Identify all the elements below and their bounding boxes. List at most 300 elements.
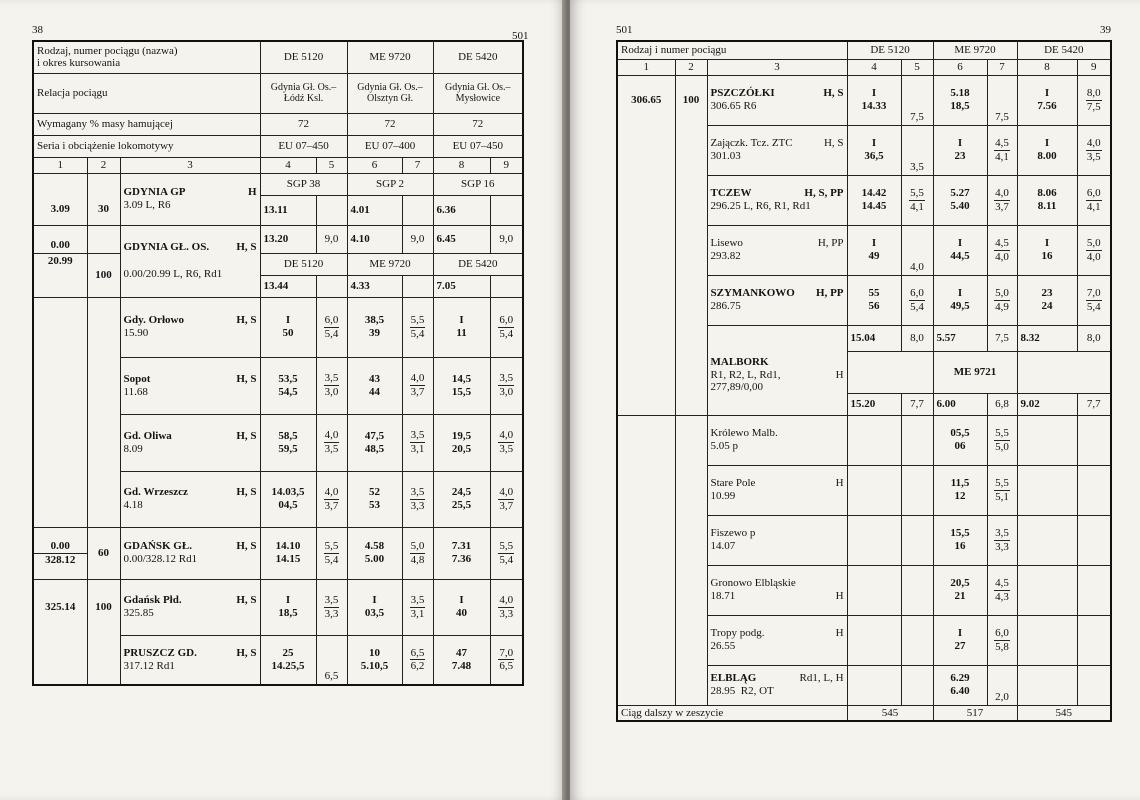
- station-cell: [707, 125, 847, 175]
- run-time: 6,5: [410, 646, 425, 659]
- station-cell: [707, 465, 847, 515]
- run-time: 4,0: [499, 429, 514, 442]
- time-value: 53,5: [278, 372, 298, 385]
- run-time: 4,3: [995, 590, 1009, 603]
- run-time: 4,5: [995, 136, 1009, 149]
- station-marks: H, S: [823, 87, 844, 100]
- time-value: 5.27: [950, 187, 970, 200]
- column-number: 4: [847, 59, 901, 75]
- timetable-row: [617, 225, 1111, 275]
- time-value: I: [957, 627, 963, 640]
- time-value: 59,5: [278, 442, 298, 455]
- brake-value: 72: [433, 113, 523, 135]
- station-marks: H, S: [236, 372, 257, 385]
- column-number-row: [33, 157, 523, 173]
- run-time: 2,0: [987, 665, 1017, 705]
- run-time: 4,0: [1086, 136, 1101, 149]
- run-time: 7,5: [901, 75, 933, 125]
- run-time: 6,0: [1086, 186, 1101, 199]
- timetable-row: [617, 665, 1111, 705]
- station-tracks: R2, OT: [740, 685, 774, 697]
- station-marks: H, S, PP: [804, 187, 844, 200]
- time-value: 55: [868, 287, 880, 300]
- column-number-row: [617, 59, 1111, 75]
- time-value: 18,5: [278, 607, 298, 619]
- time-value: 39: [369, 327, 381, 339]
- run-time: 3,3: [410, 499, 425, 512]
- station-name: GDYNIA GŁ. OS.: [123, 241, 210, 254]
- time-value: 06: [954, 440, 966, 452]
- train-number: ME 9721: [933, 351, 1017, 393]
- column-number: 2: [87, 157, 120, 173]
- right-page: [570, 0, 1140, 800]
- run-time: 4,1: [910, 200, 924, 213]
- run-time: 6,0: [499, 313, 514, 326]
- station-km: 317.12 Rd1: [123, 659, 175, 672]
- station-name: ELBLĄG: [710, 672, 757, 685]
- time-value: 12: [954, 490, 966, 502]
- timetable-row: [617, 465, 1111, 515]
- station-elblag: [707, 665, 847, 705]
- km-value: 0.00: [34, 540, 87, 554]
- time-value: 21: [954, 590, 966, 602]
- station-name: Gdy. Orłowo: [123, 314, 185, 327]
- timetable-right: [616, 40, 1112, 722]
- run-time: 3,5: [499, 443, 514, 455]
- time-value: 7.56: [1037, 100, 1057, 112]
- header-label-relation: Relacja pociągu: [33, 73, 260, 113]
- station-km: 8.09: [123, 442, 143, 455]
- train-number: DE 5120: [260, 253, 347, 275]
- run-time: 3,3: [995, 540, 1009, 553]
- run-time: 3,7: [410, 386, 425, 398]
- station-cell: [120, 297, 260, 357]
- run-time: 3,5: [410, 485, 425, 498]
- station-marks: H, S: [823, 137, 844, 150]
- run-time: 4,1: [1086, 200, 1101, 213]
- station-marks: H, PP: [816, 287, 844, 300]
- time-value: 49,5: [950, 300, 970, 312]
- run-time: 5,0: [995, 440, 1009, 453]
- run-time: 3,5: [499, 372, 514, 385]
- station-name: Gronowo Elbląskie: [710, 577, 796, 590]
- relation-line: Mysłowice: [455, 93, 501, 104]
- timetable-row: [33, 579, 523, 635]
- station-km: 277,89/0,00: [710, 381, 764, 394]
- timetable-row: [33, 225, 523, 253]
- time-value: 24,5: [451, 486, 472, 499]
- time-value: 44: [369, 385, 381, 398]
- run-time: 4,8: [410, 553, 425, 566]
- km-value: 325.14: [33, 579, 87, 635]
- time-value: I: [871, 137, 877, 150]
- run-time: 7,5: [987, 325, 1017, 351]
- station-cell: [120, 414, 260, 471]
- sgp-label: SGP 2: [347, 173, 433, 195]
- time-value: 5.57: [933, 325, 987, 351]
- run-time: 5,5: [995, 476, 1009, 489]
- stray-page-number: 501: [512, 30, 529, 42]
- station-marks: H: [247, 186, 257, 199]
- station-km: 301.03: [710, 150, 741, 162]
- time-value: 4.01: [347, 195, 402, 225]
- time-value: 43: [369, 372, 381, 385]
- station-cell: [707, 415, 847, 465]
- column-number: 3: [120, 157, 260, 173]
- run-time: 6,8: [987, 393, 1017, 415]
- time-value: 10: [369, 647, 381, 660]
- header-row-relation: [33, 73, 523, 113]
- time-value: 14.03,5: [271, 486, 305, 499]
- header-row-train: [33, 41, 523, 73]
- station-cell: [707, 175, 847, 225]
- run-time: 3,3: [499, 607, 514, 620]
- time-value: 44,5: [950, 250, 970, 262]
- time-value: 13.11: [260, 195, 316, 225]
- station-gdynia-gp: [120, 173, 260, 225]
- time-value: 58,5: [278, 429, 298, 442]
- run-time: 7,0: [1086, 286, 1101, 299]
- train-number: ME 9720: [347, 41, 433, 73]
- timetable-row: [617, 275, 1111, 325]
- column-number: 6: [347, 157, 402, 173]
- run-time: 5,8: [995, 640, 1009, 653]
- run-time: 5,0: [1086, 236, 1101, 249]
- run-time: 4,0: [995, 186, 1009, 199]
- column-number: 3: [707, 59, 847, 75]
- train-number: DE 5120: [847, 41, 933, 59]
- column-number: 8: [433, 157, 490, 173]
- timetable-row: [617, 565, 1111, 615]
- footer-row: [617, 705, 1111, 721]
- header-label-train: Rodzaj i numer pociągu: [617, 41, 847, 59]
- station-km: 10.99: [710, 490, 736, 502]
- station-name: PSZCZÓŁKI: [710, 87, 775, 100]
- station-cell: [120, 471, 260, 527]
- station-cell: [707, 275, 847, 325]
- run-time: 3,1: [410, 607, 425, 620]
- station-marks: H: [835, 477, 844, 490]
- run-time: 5,4: [910, 300, 924, 313]
- station-marks: H: [835, 627, 844, 640]
- run-time: 7,0: [499, 646, 514, 659]
- header-label-loco: Seria i obciążenie lokomotywy: [33, 135, 260, 157]
- time-value: 7.36: [451, 553, 472, 565]
- time-value: 52: [369, 486, 381, 499]
- timetable-row: [617, 515, 1111, 565]
- train-number: ME 9720: [933, 41, 1017, 59]
- run-time: 4,0: [995, 250, 1009, 263]
- run-time: 4,0: [1086, 250, 1101, 263]
- time-value: 16: [1041, 250, 1053, 262]
- time-value: 14.42: [861, 187, 887, 200]
- time-value: 36,5: [864, 150, 884, 162]
- station-name: Królewo Malb.: [710, 427, 778, 440]
- run-time: 4,0: [499, 593, 514, 606]
- left-page: [0, 0, 566, 800]
- run-time: 9,0: [316, 225, 347, 253]
- column-number: 4: [260, 157, 316, 173]
- run-time: 5,4: [1086, 300, 1101, 313]
- train-number: DE 5120: [260, 41, 347, 73]
- time-value: 56: [868, 300, 880, 312]
- time-value: 20,5: [451, 442, 472, 455]
- run-time: 5,4: [324, 553, 339, 566]
- column-number: 2: [675, 59, 707, 75]
- run-time: 4,5: [995, 576, 1009, 589]
- station-marks: Rd1, L, H: [799, 672, 844, 685]
- timetable-row: [617, 75, 1111, 125]
- time-value: I: [459, 314, 464, 327]
- column-number: 7: [402, 157, 433, 173]
- time-value: 6.40: [950, 685, 970, 697]
- time-value: I: [285, 314, 291, 327]
- speed-value: 100: [87, 579, 120, 635]
- station-tracks: R1, R2, L, Rd1,: [710, 368, 781, 381]
- time-value: 14.45: [861, 200, 887, 212]
- station-cell: [707, 75, 847, 125]
- run-time: 3,5: [324, 372, 339, 385]
- station-name: Tropy podg.: [710, 627, 765, 640]
- run-time: 4,9: [995, 300, 1009, 313]
- time-value: 04,5: [278, 499, 298, 511]
- train-number: ME 9720: [347, 253, 433, 275]
- time-value: 53: [369, 499, 381, 511]
- run-time: 6,2: [410, 660, 425, 673]
- column-number: 5: [901, 59, 933, 75]
- relation-line: Łódź Ksl.: [283, 93, 324, 104]
- loco-value: EU 07–400: [347, 135, 433, 157]
- column-number: 8: [1017, 59, 1077, 75]
- station-marks: H, S: [236, 647, 257, 660]
- time-value: 15,5: [950, 527, 970, 540]
- time-value: 7.31: [451, 540, 472, 553]
- run-time: 5,5: [995, 426, 1009, 439]
- station-marks: H, PP: [817, 237, 844, 250]
- station-name: Zajączk. Tcz. ZTC: [710, 137, 793, 150]
- time-value: 4.33: [347, 275, 402, 297]
- timetable-row: [33, 635, 523, 685]
- run-time: 5,1: [995, 490, 1009, 503]
- relation-line: Gdynia Gł. Os.–: [270, 81, 337, 93]
- run-time: 3,5: [410, 593, 425, 606]
- station-gdynia-gl-os: [120, 225, 260, 297]
- run-time: 3,7: [499, 499, 514, 512]
- run-time: 3,5: [324, 443, 339, 455]
- station-name: TCZEW: [710, 187, 752, 200]
- station-km: 0.00/20.99 L, R6, Rd1: [123, 268, 223, 280]
- speed-value: 100: [87, 253, 120, 297]
- relation-line: Gdynia Gł. Os.–: [357, 81, 423, 93]
- station-name: Gd. Wrzeszcz: [123, 486, 188, 499]
- column-number: 1: [617, 59, 675, 75]
- station-name: SZYMANKOWO: [710, 287, 795, 300]
- sgp-label: SGP 38: [260, 173, 347, 195]
- time-value: I: [285, 594, 291, 607]
- station-marks: H, S: [236, 594, 257, 607]
- continuation-value: 517: [933, 705, 1017, 721]
- time-value: 47,5: [364, 429, 385, 442]
- time-value: 9.02: [1017, 393, 1077, 415]
- time-value: 6.36: [433, 195, 490, 225]
- page-number-left: 38: [32, 24, 43, 36]
- time-value: I: [1044, 87, 1050, 100]
- timetable-row: [617, 325, 1111, 351]
- time-value: 23: [1041, 287, 1053, 300]
- run-time: 4,0: [324, 485, 339, 498]
- timetable-row: [33, 357, 523, 414]
- continuation-label: Ciąg dalszy w zeszycie: [617, 705, 847, 721]
- station-name: Gd. Oliwa: [123, 429, 172, 442]
- run-time: 7,7: [1077, 393, 1111, 415]
- time-value: 7.48: [451, 659, 472, 672]
- station-km: 26.55: [710, 640, 736, 652]
- time-value: 13.20: [260, 225, 316, 253]
- run-time: 3,5: [995, 526, 1009, 539]
- station-cell: [707, 515, 847, 565]
- brake-value: 72: [260, 113, 347, 135]
- time-value: 16: [954, 540, 966, 552]
- header-row-brake: [33, 113, 523, 135]
- run-time: 8,0: [1086, 86, 1101, 99]
- time-value: 14.10: [275, 540, 301, 553]
- run-time: 5,4: [324, 327, 339, 340]
- km-value: 0.00: [33, 225, 87, 253]
- run-time: 6,0: [995, 626, 1009, 639]
- run-time: 3,5: [1086, 150, 1101, 163]
- header-label-brake: Wymagany % masy hamującej: [33, 113, 260, 135]
- time-value: 23: [954, 150, 966, 162]
- time-value: I: [957, 137, 963, 150]
- station-marks: H, S: [236, 540, 257, 553]
- time-value: 48,5: [364, 442, 385, 455]
- station-marks: H, S: [236, 314, 257, 327]
- run-time: 7,5: [1086, 100, 1101, 113]
- relation-line: Olsztyn Gł.: [366, 93, 414, 104]
- time-value: 15.04: [847, 325, 901, 351]
- header-label-train: Rodzaj, numer pociągu (nazwa): [37, 44, 178, 57]
- column-number: 9: [490, 157, 523, 173]
- time-value: 25,5: [451, 499, 472, 511]
- speed-value: 60: [87, 527, 120, 579]
- time-value: 6.00: [933, 393, 987, 415]
- time-value: 27: [954, 640, 966, 652]
- header-row-train: [617, 41, 1111, 59]
- station-cell: [707, 225, 847, 275]
- time-value: 15,5: [451, 385, 472, 398]
- time-value: 20,5: [950, 577, 970, 590]
- train-number: DE 5420: [1017, 41, 1111, 59]
- continuation-value: 545: [1017, 705, 1111, 721]
- header-row-loco: [33, 135, 523, 157]
- time-value: 25: [282, 647, 294, 660]
- station-km: 28.95: [710, 685, 736, 697]
- column-number: 6: [933, 59, 987, 75]
- timetable-row: [617, 175, 1111, 225]
- station-km: 4.18: [123, 499, 143, 511]
- time-value: 6.45: [433, 225, 490, 253]
- station-km: 14.07: [710, 540, 736, 552]
- time-value: 4.10: [347, 225, 402, 253]
- time-value: 11,5: [950, 477, 970, 490]
- speed-value: 30: [87, 195, 120, 225]
- station-name: Gdańsk Płd.: [123, 594, 182, 607]
- station-cell: [120, 635, 260, 685]
- station-name: GDYNIA GP: [123, 186, 186, 199]
- station-cell: [707, 565, 847, 615]
- time-value: 24: [1041, 300, 1053, 312]
- run-time: 4,0: [324, 429, 339, 442]
- time-value: 15.20: [847, 393, 901, 415]
- column-number: 5: [316, 157, 347, 173]
- time-value: I: [957, 237, 963, 250]
- time-value: I: [459, 594, 464, 607]
- time-value: 14.25,5: [271, 659, 305, 672]
- station-cell: [120, 579, 260, 635]
- time-value: 38,5: [364, 314, 385, 327]
- time-value: I: [1044, 137, 1050, 150]
- run-time: 6,0: [910, 286, 924, 299]
- time-value: I: [871, 87, 877, 100]
- loco-value: EU 07–450: [260, 135, 347, 157]
- run-time: 3,0: [324, 386, 339, 398]
- run-time: 4,0: [410, 372, 425, 385]
- time-value: 5.18: [950, 87, 970, 100]
- station-name: MALBORK: [710, 356, 769, 369]
- run-time: 5,0: [995, 286, 1009, 299]
- column-number: 9: [1077, 59, 1111, 75]
- timetable-row: [617, 125, 1111, 175]
- run-time: 5,5: [324, 539, 339, 552]
- time-value: 50: [282, 327, 294, 339]
- column-number: 1: [33, 157, 87, 173]
- loco-value: EU 07–450: [433, 135, 523, 157]
- run-time: 4,5: [995, 236, 1009, 249]
- timetable-row: [617, 415, 1111, 465]
- time-value: I: [1044, 237, 1050, 250]
- time-value: 7.05: [433, 275, 490, 297]
- time-value: 5.10,5: [360, 659, 389, 672]
- station-km: 325.85: [123, 607, 154, 619]
- run-time: 6,5: [316, 635, 347, 685]
- station-km: 18.71: [710, 590, 736, 602]
- km-value: 20.99: [33, 253, 87, 297]
- run-time: 8,0: [1077, 325, 1111, 351]
- timetable-row: [33, 471, 523, 527]
- run-time: 4,0: [901, 225, 933, 275]
- station-marks: H, S: [236, 429, 257, 442]
- time-value: 14.33: [861, 100, 887, 112]
- station-name: GDAŃSK GŁ.: [123, 540, 192, 553]
- station-name: PRUSZCZ GD.: [123, 647, 197, 660]
- run-time: 9,0: [490, 225, 523, 253]
- run-time: 5,4: [499, 553, 514, 566]
- station-cell: [707, 615, 847, 665]
- timetable-left: [32, 40, 524, 686]
- speed-value: 100: [675, 75, 707, 125]
- station-km: 11.68: [123, 385, 148, 398]
- station-km: 0.00/328.12 Rd1: [123, 553, 198, 565]
- station-name: Fiszewo p: [710, 527, 756, 540]
- station-km: 306.65 R6: [710, 100, 757, 112]
- column-number: 7: [987, 59, 1017, 75]
- train-number: DE 5420: [433, 253, 523, 275]
- run-time: 8,0: [901, 325, 933, 351]
- time-value: 49: [868, 250, 880, 262]
- station-marks: H: [835, 368, 844, 381]
- time-value: 47: [456, 647, 468, 660]
- run-time: 3,1: [410, 443, 425, 455]
